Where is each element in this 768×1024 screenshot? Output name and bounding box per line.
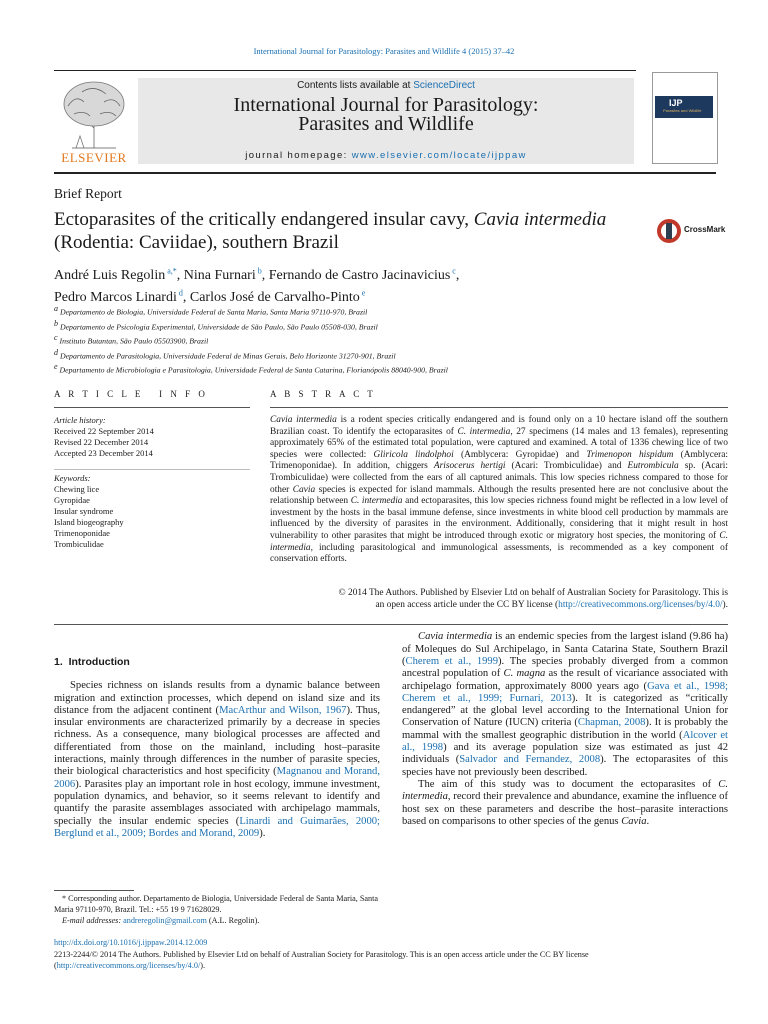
text-span: The aim of this study was to document the ectoparasites of (418, 778, 719, 790)
author-sep: , (176, 267, 184, 283)
article-history (54, 415, 254, 459)
text-span: ) and its average population size was estimated as just 42 individuals ( (402, 742, 729, 766)
abs-span: , including parasitological and immunological assessments, is recommended as a key component of conservation efforts. (270, 542, 728, 565)
crossmark-badge[interactable] (656, 216, 732, 246)
abstract-text (270, 415, 728, 566)
author-name: Carlos José de Carvalho-Pinto (189, 290, 360, 306)
author-sup[interactable]: a,* (165, 266, 177, 275)
abs-span: sp. (Acari: Trombiculidae) were collected from the ears of all captured animals. This low species richness compared to those for other (270, 461, 728, 495)
author-sup[interactable]: e (359, 288, 366, 298)
footnote-rule (54, 890, 134, 891)
title-part1: Ectoparasites of the critically endangered insular cavy, (54, 209, 474, 230)
text-span: Cavia intermedia (418, 631, 493, 643)
affiliation-text: Instituto Butantan, São Paulo 05503900, Brazil (57, 336, 209, 346)
copyright-line1: © 2014 The Authors. Published by Elsevier Ltd on behalf of Australian Society for Parasitology. This is (338, 588, 728, 598)
text-span: ). It is categorized as “critically endangered” at the global level according to the International Union for Conservation of Nature (IUCN) criteria ( (402, 692, 728, 729)
author-name: André Luis Regolin (54, 267, 166, 283)
citation-link[interactable]: MacArthur and Wilson, 1967 (219, 704, 347, 716)
affiliations (54, 303, 654, 376)
author-3 (269, 268, 460, 283)
abs-span: Arisocerus hertigi (433, 461, 506, 472)
homepage-link[interactable]: www.elsevier.com/locate/ijppaw (351, 150, 527, 161)
cover-subtitle: Parasites and Wildlife (663, 108, 702, 113)
abs-span: C. intermedia (350, 496, 403, 507)
abs-span: Cavia (292, 484, 316, 495)
affiliation-text: Departamento de Parasitologia, Universidade Federal de Minas Gerais, Belo Horizonte 31270-901, Brazil (58, 351, 396, 361)
abs-span: Cavia intermedia (270, 415, 337, 425)
author-sep: , (261, 267, 269, 283)
banner-rule-bottom (54, 172, 716, 174)
history-received: Received 22 September 2014 (54, 426, 154, 436)
abs-span: C. intermedia (270, 530, 728, 553)
intro-paragraph-1 (54, 680, 380, 840)
citation-link[interactable]: Magnanou and Morand, 2006 (54, 766, 381, 790)
keyword-item: Gyropidae (54, 495, 90, 505)
citation-link[interactable]: Cherem et al., 1999 (405, 656, 499, 667)
abs-span: (Amblycera: Trimenoponidae). In addition, chiggers (270, 449, 728, 472)
affiliation-text: Departamento de Biologia, Universidade Federal de Santa Maria, Santa Maria 97110-970, Brazil (58, 307, 368, 317)
abs-span: is a rodent species critically endangered and is found only on a 10 hectare island off the southern Brazilian coast. To identify the ectoparasites of (270, 415, 728, 437)
affiliation-d (54, 347, 654, 362)
abstract-heading: A B S T R A C T (270, 389, 376, 399)
copyright-suffix: ). (722, 599, 728, 610)
author-sup[interactable]: c (450, 266, 456, 275)
sciencedirect-link[interactable]: ScienceDirect (413, 80, 475, 91)
homepage-line (138, 150, 634, 161)
abs-span: , 27 specimens (14 males and 13 females), representing approximately 65% of the estimated total population, were captured and examined. A total of 1336 chewing lice of two species were collected: (270, 426, 729, 460)
affiliation-a (54, 303, 654, 318)
affiliation-sup: a (54, 304, 58, 313)
crossmark-label: CrossMark (684, 225, 726, 234)
crossmark-icon (656, 216, 682, 246)
text-span: Cavia (621, 815, 647, 827)
contents-line (138, 80, 634, 91)
body-column-right (402, 631, 729, 926)
title-part2: (Rodentia: Caviidae), southern Brazil (54, 232, 339, 253)
text-span: ). Thus, insular environments are characterized primarily by a decrease in species richness. As a consequence, many biological processes are affected and differentiated from those on the mainland, including host–parasite interactions, mainly through differences in the number of parasite species, their biological characteristics and host specificity ( (54, 704, 380, 778)
affiliation-text: Departamento de Microbiologia e Parasitologia, Universidade Federal de Santa Catarina, Florianópolis 88040-900, Brazil (57, 365, 448, 375)
author-sup[interactable]: d (176, 288, 183, 298)
text-span: , record their prevalence and abundance, examine the influence of host sex on these parameters and describe the host–parasite interactions based on comparisons to other species of the genus (402, 791, 728, 827)
body-rule (54, 624, 728, 625)
keywords-rule (54, 469, 250, 470)
elsevier-wordmark: ELSEVIER (61, 150, 127, 165)
article-title (54, 208, 634, 254)
intro-paragraph-3 (402, 779, 728, 828)
keyword-item: Chewing lice (54, 484, 100, 494)
copyright-notice (270, 588, 728, 611)
abs-span: Trimenopon hispidum (586, 449, 674, 460)
issn-license-line (54, 949, 728, 971)
abs-span: and ectoparasites, this low species richness found might be reflected in a low level of investment by the hosts in the basal immune defense, since investments in white blood cell production by mammals are influenced by the diversity of parasites in the environment. Additionally, considering that it might result in host vulnerability to other parasites that might be introduced through exotic or migratory host species, the monitoring of (270, 496, 728, 541)
article-info-heading: A R T I C L E I N F O (54, 389, 208, 399)
text-span: Species richness on islands results from a dynamic balance between migration and extinction processes, which depend on island size and its distance from the adjacent continent ( (54, 680, 380, 716)
citation-link[interactable]: Linardi and Guimarães, 2000; Berglund et al., 2009; Bordes and Morand, 2009 (54, 815, 380, 839)
keyword-item: Island biogeography (54, 517, 124, 527)
history-label: Article history: (54, 415, 106, 425)
text-span: ). It is probably the mammal with the smallest geographic distribution in the world ( (402, 717, 728, 741)
journal-title-line2: Parasites and Wildlife (298, 113, 474, 135)
text-span: as the result of vicariance associated with archipelago formation, approximately 8000 years ago ( (402, 668, 728, 692)
affiliation-sup: b (54, 318, 58, 328)
affiliation-b (54, 318, 654, 333)
copyright-line2 (270, 600, 728, 612)
abs-span: (Amblycera: Gyropidae) and (453, 449, 587, 460)
journal-cover-thumbnail[interactable] (652, 72, 718, 164)
journal-cover-band (655, 96, 713, 118)
affiliation-sup: d (54, 347, 58, 357)
running-head[interactable]: International Journal for Parasitology: Parasites and Wildlife 4 (2015) 37–42 (253, 46, 515, 56)
text-span: ). The ectoparasites of this species have not previously been described. (402, 754, 729, 778)
author-name: Fernando de Castro Jacinavicius (268, 267, 451, 283)
author-list (54, 262, 614, 307)
author-2 (184, 268, 269, 283)
keywords-label: Keywords: (54, 473, 91, 483)
abs-span: Eutrombicula (627, 461, 679, 472)
history-revised: Revised 22 December 2014 (54, 437, 149, 447)
keywords (54, 473, 254, 550)
history-accepted: Accepted 23 December 2014 (54, 448, 153, 458)
affiliation-text: Departamento de Psicologia Experimental, Universidade de São Paulo, São Paulo 05508-030, Brazil (58, 322, 378, 332)
citation-link[interactable]: Chapman, 2008 (577, 717, 646, 729)
text-span: C. intermedia (402, 778, 728, 803)
journal-title-line1: International Journal for Parasitology: (233, 94, 539, 116)
article-info-rule (54, 407, 250, 408)
text-span: ). (259, 827, 266, 839)
issn-license-link[interactable]: http://creativecommons.org/licenses/by/4.0/ (56, 961, 201, 971)
intro-paragraph-2 (402, 631, 728, 779)
citation-link[interactable]: Alcover et al., 1998 (402, 729, 728, 754)
text-span: . (646, 815, 650, 827)
homepage-prefix: journal homepage: (245, 150, 352, 161)
keyword-item: Trombiculidae (54, 539, 104, 549)
cover-title: IJP (669, 98, 683, 108)
contents-prefix: Contents lists available at (297, 80, 414, 91)
text-span: is an endemic species from the largest island (9.86 ha) of Moleques do Sul Archipelago, in Santa Catarina State, Southern Brazil ( (402, 631, 728, 667)
affiliation-sup: e (54, 362, 58, 372)
body-column-left (54, 656, 380, 840)
author-1 (54, 268, 184, 283)
author-name: Pedro Marcos Linardi (54, 290, 177, 306)
email-suffix: (A.L. Regolin). (206, 916, 260, 926)
email-label: E-mail addresses: (62, 916, 124, 926)
text-span: ). Parasites play an important role in host ecology, immune investment, population dynamics, and behavior, so it seems relevant to identify and quantify the parasite assemblages associated with archipelago mammals, specially the insular endemic species ( (54, 778, 380, 827)
issn-suffix: ). (200, 961, 206, 971)
author-name: Nina Furnari (183, 267, 256, 283)
cc-license-link[interactable]: http://creativecommons.org/licenses/by/4.0/ (558, 599, 723, 610)
copyright-prefix: an open access article under the CC BY license ( (375, 599, 559, 610)
abstract-rule (270, 407, 728, 408)
citation-link[interactable]: Salvador and Fernandez, 2008 (459, 754, 601, 766)
corresponding-author-footnote (54, 893, 380, 927)
section-heading-introduction: 1. Introduction (54, 656, 130, 668)
author-sup[interactable]: b (255, 266, 262, 275)
text-span: ). The species probably diverged from a common ancestral population of (402, 656, 729, 680)
text-span: C. magna (503, 668, 546, 680)
abs-span: (Acari: Trombiculidae) and (505, 461, 628, 472)
issn-text: 2213-2244/© 2014 The Authors. Published by Elsevier Ltd on behalf of Australian Society for Parasitology. This is an open access article under the CC BY license ( (54, 950, 589, 971)
footnote-email-line (54, 915, 380, 926)
keyword-item: Trimenoponidae (54, 528, 110, 538)
doi-link[interactable]: http://dx.doi.org/10.1016/j.ijppaw.2014.12.009 (54, 938, 208, 947)
journal-title (138, 96, 634, 134)
citation-link[interactable]: Gava et al., 1998; Cherem et al., 1999; Furnari, 2013 (402, 680, 728, 704)
abs-span: Gliricola lindolphoi (373, 449, 454, 460)
affiliation-e (54, 361, 654, 376)
banner-rule-top (54, 70, 636, 71)
footnote-line1: * Corresponding author. Departamento de Biologia, Universidade Federal de Santa Maria, Santa Maria 97110-970, Brazil. Tel.: +55 19 9 71628029. (54, 894, 379, 915)
author-sep: , (455, 267, 460, 283)
abs-span: species is expected for island mammals. Although the results presented here are not conclusive about the relationship between (270, 484, 729, 507)
title-species: Cavia intermedia (473, 209, 607, 230)
affiliation-sup: c (54, 333, 58, 343)
abs-span: C. intermedia (457, 426, 511, 437)
author-sep: , (182, 290, 190, 306)
article-type: Brief Report (54, 186, 122, 201)
keyword-item: Insular syndrome (54, 506, 114, 516)
affiliation-c (54, 332, 654, 347)
email-link[interactable]: andreregolin@gmail.com (123, 916, 207, 926)
